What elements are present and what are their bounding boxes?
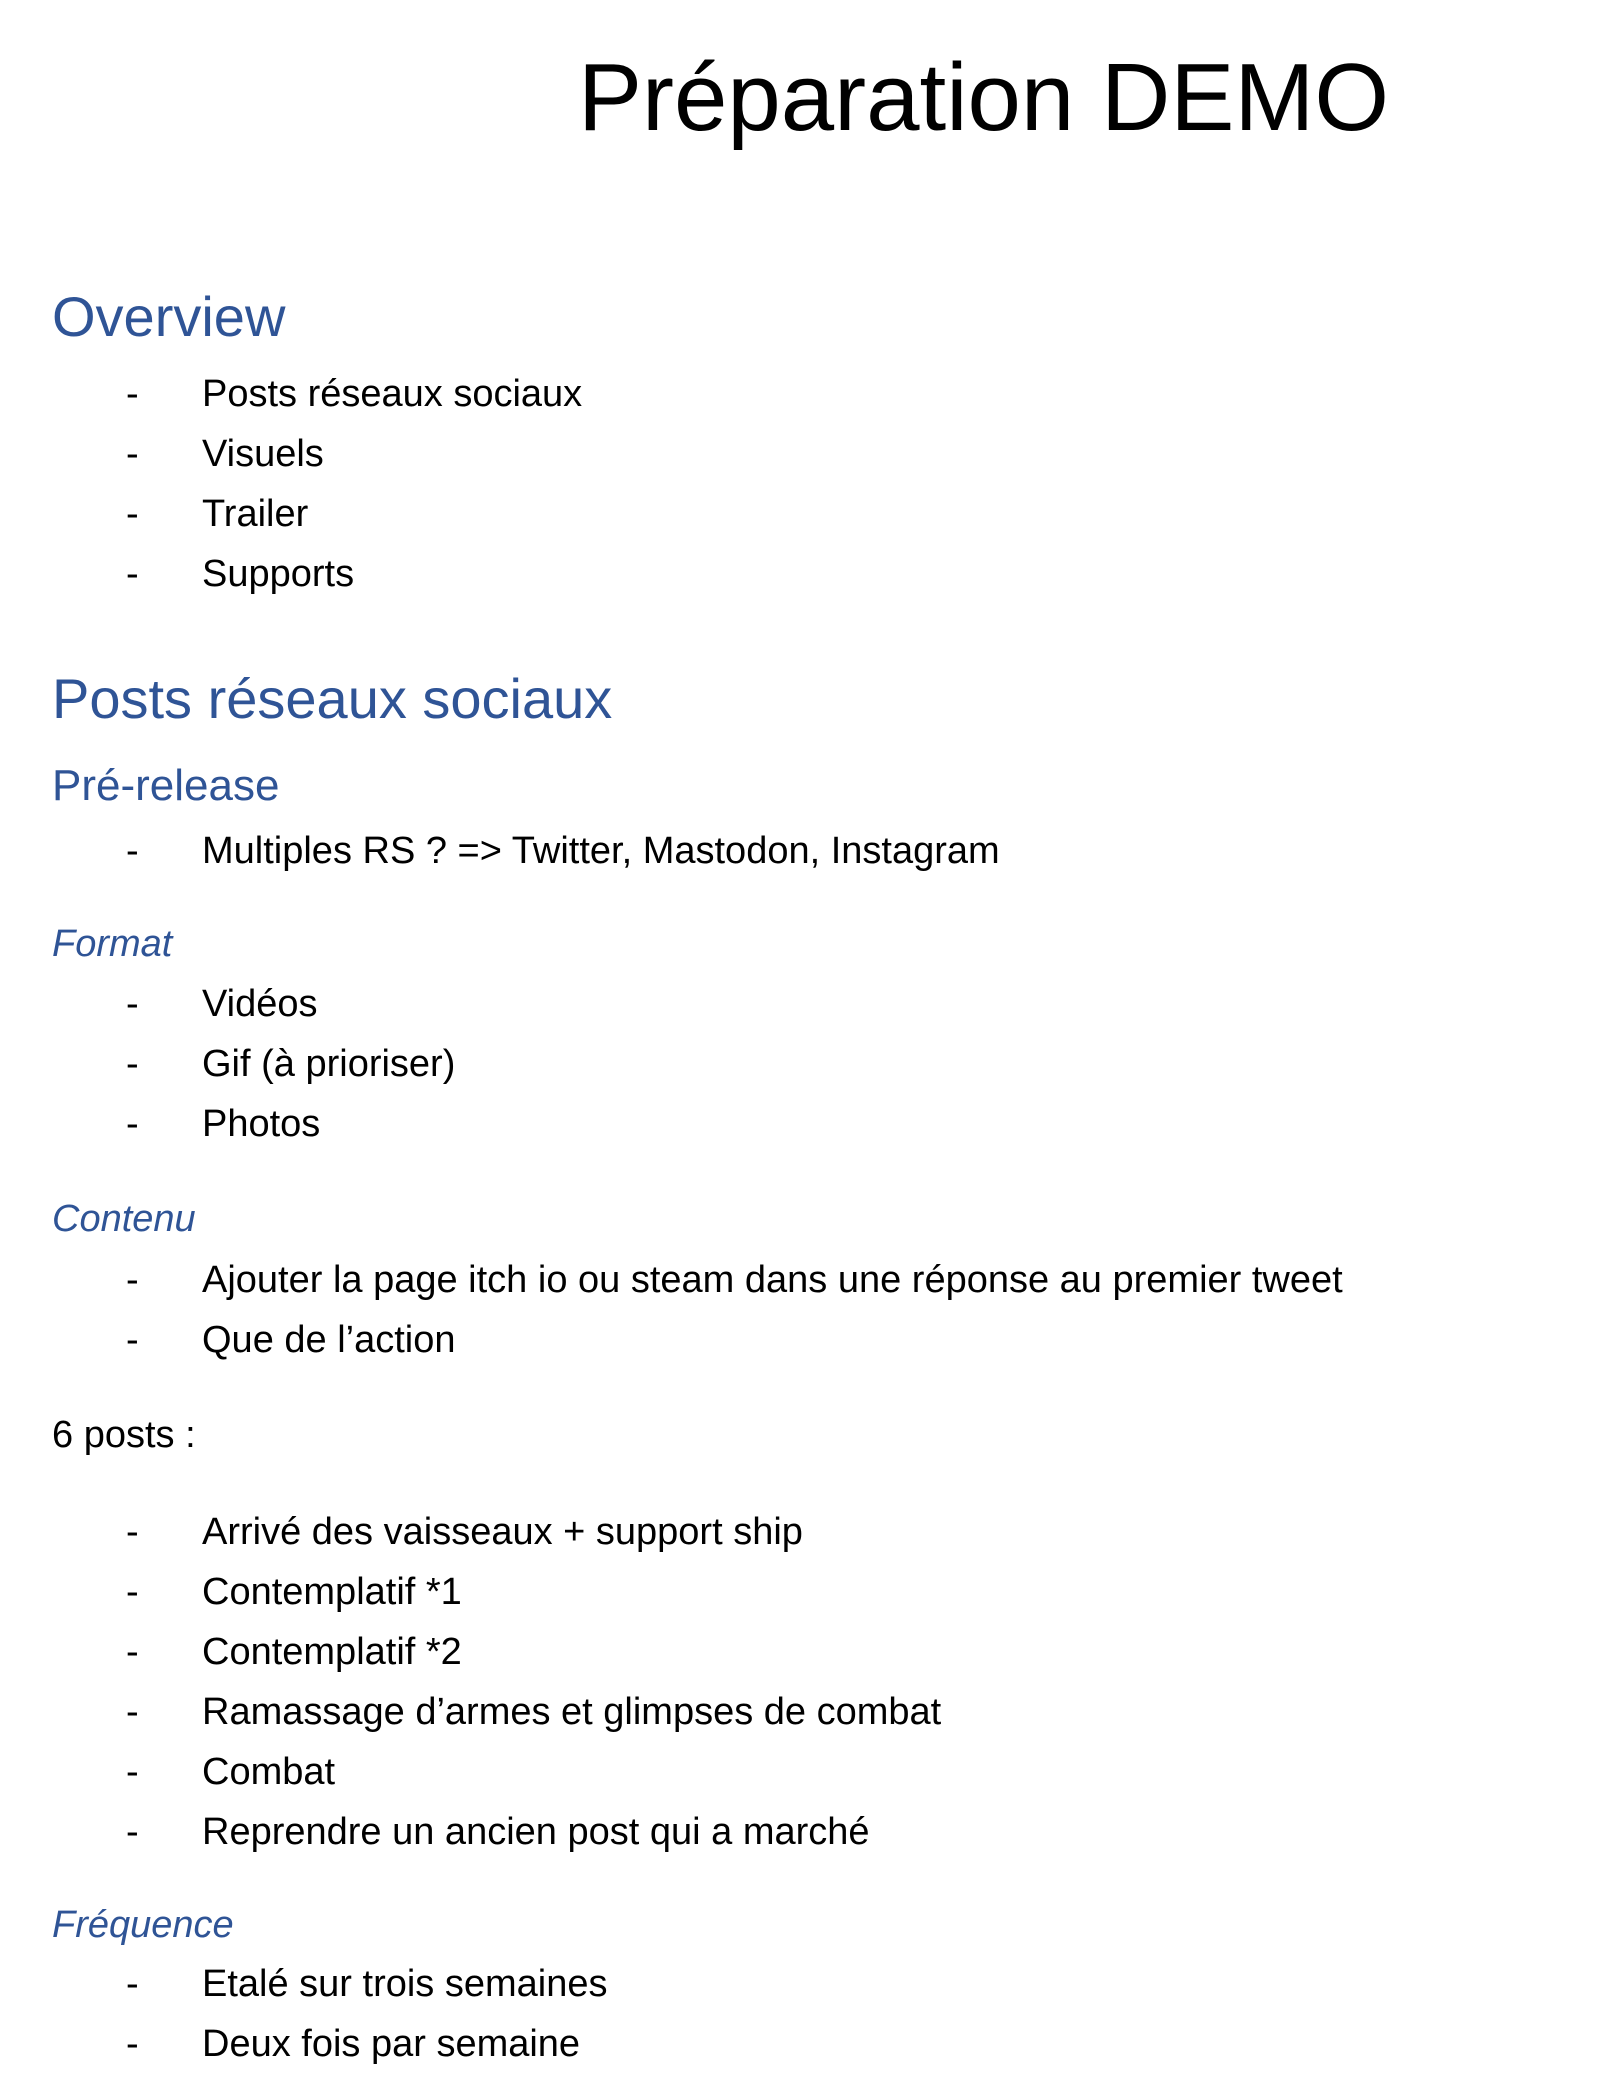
dash-bullet: -: [126, 1511, 139, 1553]
dash-bullet: -: [126, 1319, 139, 1361]
document-page: Préparation DEMO Overview - Posts réseaux sociaux - Visuels - Trailer - Supports Posts réseaux sociaux Pré-release - Multiples RS ? => Twitter, Mastodon, Instagram Format - Vidéos - Gif (à prioriser) - Photos Contenu - Ajouter la page itch io ou steam dans une réponse au premier tweet - Que de l’action 6 posts : - Arrivé des vaisseaux + support ship - Contemplatif *1 - Contemplatif *2 - Ramassage d’armes et glimpses de combat - Combat - Reprendre un ancien post qui a marché Fréquence - Etalé sur trois semaines - Deux fois par semaine: [0, 0, 1602, 2082]
document-title: Préparation DEMO: [578, 44, 1389, 151]
dash-bullet: -: [126, 1691, 139, 1733]
heading-posts-reseaux-sociaux: Posts réseaux sociaux: [52, 667, 613, 730]
heading-overview: Overview: [52, 285, 286, 348]
dash-bullet: -: [126, 830, 139, 872]
dash-bullet: -: [126, 1043, 139, 1085]
dash-bullet: -: [126, 433, 139, 475]
dash-bullet: -: [126, 1259, 139, 1301]
heading-format: Format: [52, 923, 173, 965]
heading-contenu: Contenu: [52, 1198, 196, 1240]
dash-bullet: -: [126, 1751, 139, 1793]
dash-bullet: -: [126, 1963, 139, 2005]
dash-bullet: -: [126, 373, 139, 415]
dash-bullet: -: [126, 1571, 139, 1613]
dash-bullet: -: [126, 2023, 139, 2065]
heading-pre-release: Pré-release: [52, 761, 280, 810]
heading-frequence: Fréquence: [52, 1904, 234, 1946]
dash-bullet: -: [126, 493, 139, 535]
dash-bullet: -: [126, 1103, 139, 1145]
dash-bullet: -: [126, 553, 139, 595]
six-posts-label: 6 posts :: [52, 1414, 196, 1456]
dash-bullet: -: [126, 1811, 139, 1853]
dash-bullet: -: [126, 983, 139, 1025]
dash-bullet: -: [126, 1631, 139, 1673]
